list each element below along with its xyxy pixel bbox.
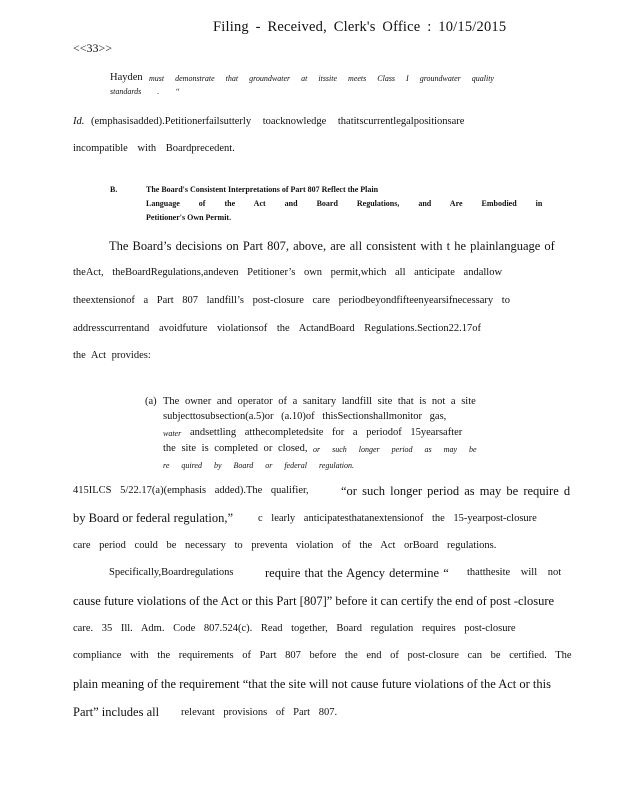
block-line-3-lead: water — [163, 429, 182, 438]
para-4-line-5: plain meaning of the requirement “that the site will not cause future violations of the Act or this — [73, 677, 551, 691]
para-2-line-2: theAct, theBoardRegulations,andeven Petitioner’s own permit,which all anticipate andallow — [73, 267, 503, 278]
quote-line-1-text: must demonstrate that groundwater at itssite meets Class I groundwater quality — [149, 74, 494, 83]
para-3-line-2: c learly anticipatesthatanextensionof the 15-yearpost-closure — [258, 513, 537, 524]
para-2-line-5: the Act provides: — [73, 350, 151, 361]
section-heading-line-2: Language of the Act and Board Regulations, and Are Embodied in — [146, 199, 543, 208]
block-line-1: The owner and operator of a sanitary landfill site that is not a site — [163, 396, 476, 407]
block-line-4-italic: or such longer period as may be — [313, 445, 477, 454]
section-heading-line-3: Petitioner's Own Permit. — [146, 213, 232, 222]
para-4-line-1-lead: Specifically,Boardregulations — [109, 567, 234, 578]
page-marker: <<33>> — [73, 41, 113, 55]
para-1-line-2: incompatible with Boardprecedent. — [73, 143, 235, 154]
para-4-line-1-end: thatthesite will not — [467, 567, 562, 578]
para-4-line-4: compliance with the requirements of Part 807 before the end of post-closure can be certified. The — [73, 650, 572, 661]
para-3-quote: “or such longer period as may be require d — [341, 484, 571, 498]
para-2-line-1: The Board’s decisions on Part 807, above, are all consistent with t he plainlanguage of — [109, 239, 555, 253]
section-letter: B. — [110, 185, 118, 194]
id-citation: Id. — [73, 116, 85, 127]
quote-line-2: standards . “ — [110, 87, 180, 96]
quote-line-1-lead: Hayden — [110, 72, 143, 83]
block-line-2: subjecttosubsection(a.5)or (a.10)of thisSectionshallmonitor gas, — [163, 411, 447, 422]
para-4-line-1-quote: require that the Agency determine “ — [265, 566, 449, 580]
filing-header: Filing - Received, Clerk's Office : 10/15/2015 — [213, 19, 507, 35]
para-1-line-1: (emphasisadded).Petitionerfailsutterly toacknowledge thatitscurrentlegalpositionsare — [91, 116, 465, 127]
para-3-line-1: 415ILCS 5/22.17(a)(emphasis added).The qualifier, — [73, 485, 309, 496]
para-4-line-6-lead: Part” includes all — [73, 705, 160, 719]
para-4-line-3: care. 35 Ill. Adm. Code 807.524(c). Read together, Board regulation requires post-closure — [73, 623, 516, 634]
para-3-line-3: care period could be necessary to preventa violation of the Act orBoard regulations. — [73, 540, 497, 551]
para-4-line-6: relevant provisions of Part 807. — [181, 707, 338, 718]
para-2-line-3: theextensionof a Part 807 landfill’s post-closure care periodbeyondfifteenyearsifnecessary to — [73, 295, 510, 306]
block-line-5: re quired by Board or federal regulation. — [163, 461, 355, 470]
para-2-line-4: addresscurrentand avoidfuture violationsof the ActandBoard Regulations.Section22.17of — [73, 323, 481, 334]
block-label: (a) — [145, 396, 157, 407]
section-heading-line-1: The Board's Consistent Interpretations of Part 807 Reflect the Plain — [146, 185, 379, 194]
block-line-4: the site is completed or closed, — [163, 443, 308, 454]
para-3-line-2-lead: by Board or federal regulation,” — [73, 511, 234, 525]
para-4-line-2: cause future violations of the Act or this Part [807]” before it can certify the end of post -closure — [73, 594, 555, 608]
block-line-3: andsettling atthecompletedsite for a periodof 15yearsafter — [190, 427, 463, 438]
